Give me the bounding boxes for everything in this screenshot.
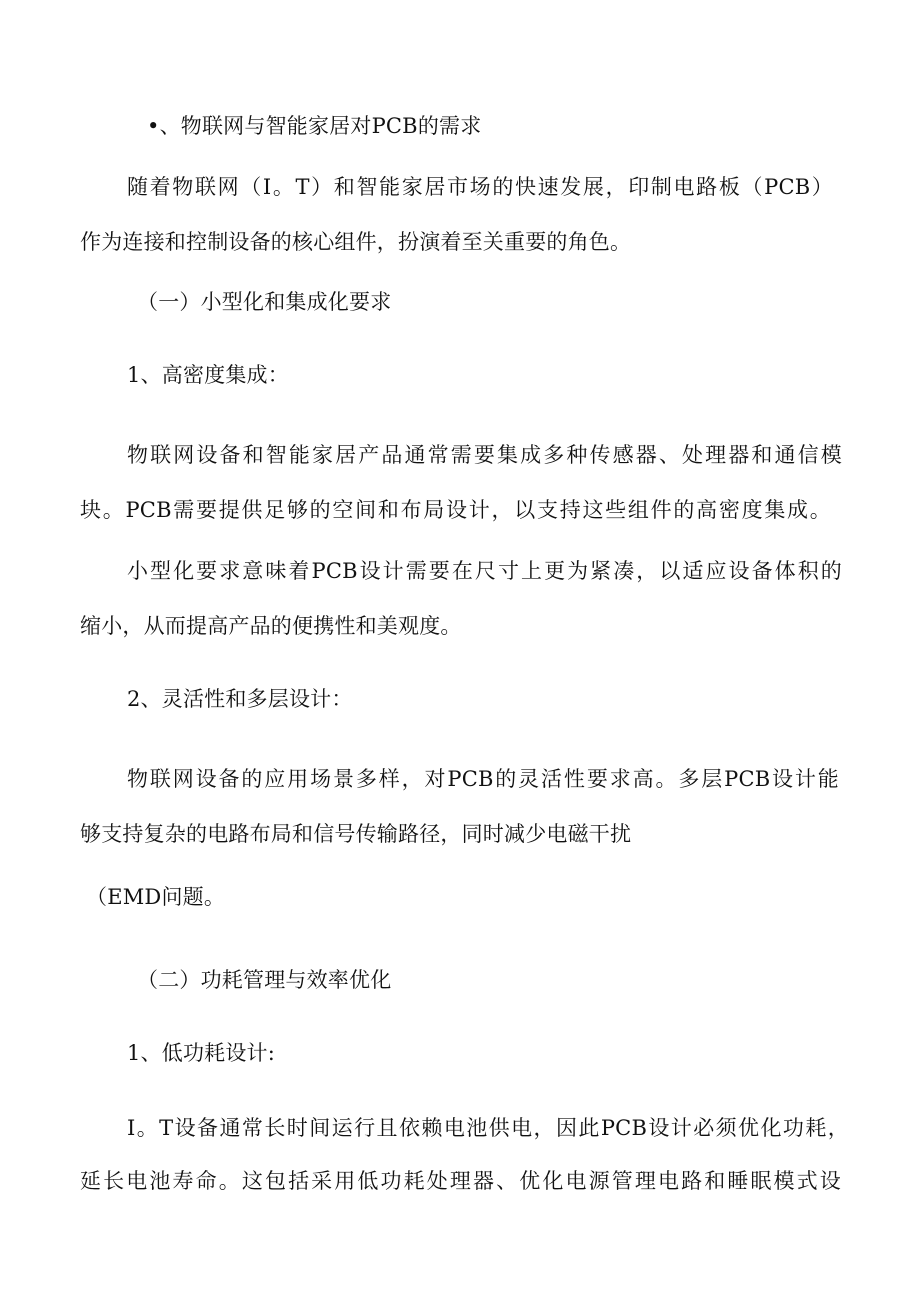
item-1-para-2-line-2: 缩小，从而提高产品的便携性和美观度。: [80, 614, 462, 638]
item-2-para-line-3: （EMD问题。: [86, 885, 226, 909]
subsection-2-title: （二）功耗管理与效率优化: [137, 968, 392, 992]
item-3-para-line-1: I。T设备通常长时间运行且依赖电池供电，因此PCB设计必须优化功耗，: [127, 1116, 849, 1140]
item-1-para-1-line-2: 块。PCB需要提供足够的空间和布局设计，以支持这些组件的高密度集成。: [80, 498, 831, 522]
item-1-para-2-line-1: 小型化要求意味着PCB设计需要在尺寸上更为紧凑，以适应设备体积的: [127, 559, 842, 583]
item-3-title: 1、低功耗设计:: [127, 1041, 276, 1065]
item-1-para-1-line-1: 物联网设备和智能家居产品通常需要集成多种传感器、处理器和通信模: [127, 443, 842, 467]
intro-line-2: 作为连接和控制设备的核心组件，扮演着至关重要的角色。: [80, 230, 632, 254]
item-1-title: 1、高密度集成：: [127, 363, 289, 387]
subsection-1-title: （一）小型化和集成化要求: [137, 290, 392, 314]
item-2-para-line-1: 物联网设备的应用场景多样，对PCB的灵活性要求高。多层PCB设计能: [127, 767, 839, 791]
item-2-para-line-2: 够支持复杂的电路布局和信号传输路径，同时减少电磁干扰: [80, 822, 632, 846]
section-heading: •、物联网与智能家居对PCB的需求: [147, 114, 482, 138]
item-2-title: 2、灵活性和多层设计：: [127, 687, 353, 711]
item-3-para-line-2: 延长电池寿命。这包括采用低功耗处理器、优化电源管理电路和睡眠模式设: [80, 1169, 841, 1193]
intro-line-1: 随着物联网（I。T）和智能家居市场的快速发展，印制电路板（PCB）: [127, 175, 833, 199]
